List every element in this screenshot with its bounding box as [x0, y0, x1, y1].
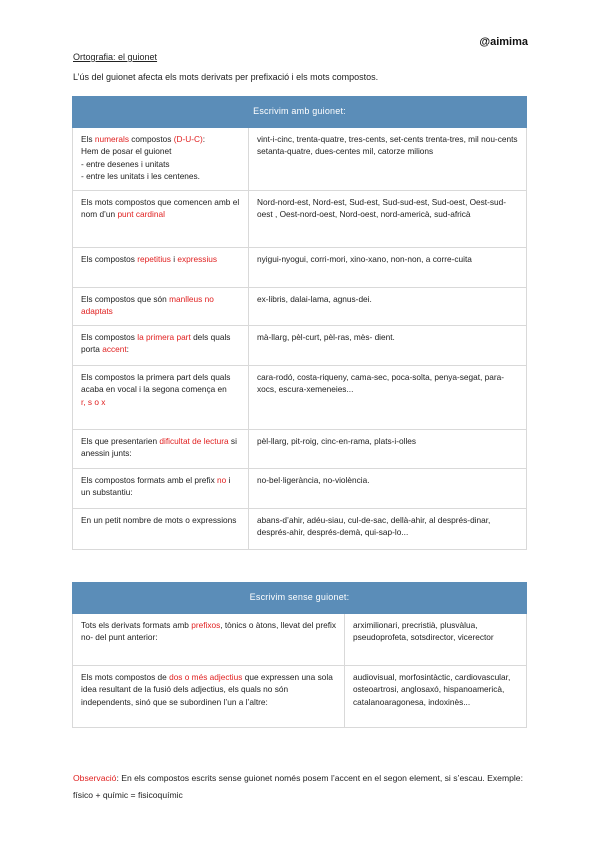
rule-text: Els compostos la primera part dels quals acaba en vocal i la segona comença en	[81, 372, 231, 395]
examples-cell: no-bel·ligerància, no-violència.	[249, 469, 527, 509]
rule-text: i	[170, 254, 178, 264]
rule-cell	[73, 509, 249, 550]
table-row	[73, 326, 527, 366]
table-row	[73, 666, 527, 728]
examples-cell: arximilionari, precristià, plusvàlua, pseudoprofeta, sotsdirector, vicerector	[345, 614, 527, 666]
rule-cell	[73, 469, 249, 509]
examples-cell: mà-llarg, pèl-curt, pèl-ras, mès- dient.	[249, 326, 527, 366]
highlighted-term: (D-U-C)	[173, 134, 203, 144]
rule-text: Els	[81, 134, 95, 144]
table-row	[73, 248, 527, 288]
rule-text: Tots els derivats formats amb	[81, 620, 192, 630]
rule-text: Els mots compostos de	[81, 672, 170, 682]
rule-cell	[73, 248, 249, 288]
observation-text: : En els compostos escrits sense guionet només posem l’accent en el segon element, si s’escau. Exemple: físico + químic = fisicoquímic	[73, 773, 523, 801]
rule-cell	[73, 614, 345, 666]
rule-cell	[73, 288, 249, 326]
rule-cell	[73, 326, 249, 366]
rule-text: - entre les unitats i les centenes.	[81, 171, 200, 182]
with-hyphen-header: Escrivim amb guionet:	[73, 97, 527, 128]
rule-text: :	[126, 344, 129, 355]
rule-text: Els mots compostos que comencen amb el nom d’un	[81, 197, 240, 220]
rule-text: :	[202, 134, 206, 144]
examples-cell: cara-rodó, costa-riqueny, cama-sec, poca-solta, penya-segat, para-xocs, escura-xemeneies...	[249, 366, 527, 430]
highlighted-term: prefixos	[191, 620, 221, 630]
observation-label: Observació	[73, 773, 117, 783]
rule-cell	[73, 191, 249, 248]
author-handle: @aimima	[479, 36, 528, 48]
without-hyphen-header: Escrivim sense guionet:	[73, 583, 527, 614]
examples-cell: vint-i-cinc, trenta-quatre, tres-cents, set-cents trenta-tres, mil nou-cents setanta-quatre, dues-centes mil, catorze milions	[249, 128, 527, 191]
table-row	[73, 128, 527, 191]
table-row	[73, 430, 527, 469]
highlighted-term: manlleus no adaptats	[81, 294, 214, 317]
rule-cell	[73, 366, 249, 430]
examples-cell: audiovisual, morfosintàctic, cardiovascular, osteoartrosi, anglosaxó, hispanoamericà, catalanoaragonesa, indoxinès...	[345, 666, 527, 728]
examples-cell: nyigui-nyogui, corri-mori, xino-xano, non-non, a corre-cuita	[249, 248, 527, 288]
table-row	[73, 288, 527, 326]
highlighted-term: dos o més adjectius	[169, 672, 243, 682]
rule-text: Els compostos	[81, 332, 138, 342]
rule-cell	[73, 666, 345, 728]
rule-text: dels quals porta	[81, 332, 231, 355]
highlighted-term: accent	[102, 344, 127, 355]
rule-text: , tònics o àtons, llevat del prefix no- del punt anterior:	[81, 620, 337, 643]
table-row	[73, 509, 527, 550]
table-row	[73, 366, 527, 430]
examples-cell: abans-d’ahir, adéu-siau, cul-de-sac, dellà-ahir, al després-dinar, després-ahir, després-demà, qui-sap-lo...	[249, 509, 527, 550]
highlighted-term: la primera part	[137, 332, 191, 342]
table-row	[73, 469, 527, 509]
without-hyphen-table	[72, 582, 527, 728]
rule-text: Els compostos	[81, 254, 138, 264]
rule-text: que expressen una sola idea resultant de la fusió dels adjectius, els quals no són independents, sinó que se subordinen l’un a l’altre:	[81, 672, 333, 707]
document-title: Ortografia: el guionet	[73, 52, 158, 62]
highlighted-term: numerals	[94, 134, 129, 144]
observation-note	[73, 770, 528, 804]
highlighted-term: expressius	[177, 254, 218, 264]
highlighted-term: punt cardinal	[117, 209, 165, 220]
rule-text: - entre desenes i unitats	[81, 158, 170, 169]
table-row	[73, 614, 527, 666]
rule-text: Els que presentarien	[81, 436, 160, 446]
highlighted-term: dificultat de lectura	[159, 436, 229, 446]
rule-text: En un petit nombre de mots o expressions	[81, 515, 237, 525]
rule-cell	[73, 430, 249, 469]
examples-cell: ex-libris, dalai-lama, agnus-dei.	[249, 288, 527, 326]
rule-text: compostos	[128, 134, 174, 144]
rule-text: Els compostos formats amb el prefix	[81, 475, 218, 485]
rule-text: Hem de posar el guionet	[81, 146, 172, 157]
rule-cell	[73, 128, 249, 191]
highlighted-term: r, s o x	[81, 396, 106, 407]
rule-text: Els compostos que són	[81, 294, 170, 304]
highlighted-term: no	[217, 475, 227, 485]
examples-cell: Nord-nord-est, Nord-est, Sud-est, Sud-sud-est, Sud-oest, Oest-sud-oest , Oest-nord-oest, Nord-oest, nord-americà, sud-africà	[249, 191, 527, 248]
highlighted-term: repetitius	[137, 254, 171, 264]
rule-text: si anessin junts:	[81, 436, 237, 459]
examples-cell: pèl-llarg, pit-roig, cinc-en-rama, plats-i-olles	[249, 430, 527, 469]
table-row	[73, 191, 527, 248]
with-hyphen-table	[72, 96, 527, 550]
intro-text: L’ús del guionet afecta els mots derivats per prefixació i els mots compostos.	[73, 72, 379, 82]
rule-text: i un substantiu:	[81, 475, 231, 498]
